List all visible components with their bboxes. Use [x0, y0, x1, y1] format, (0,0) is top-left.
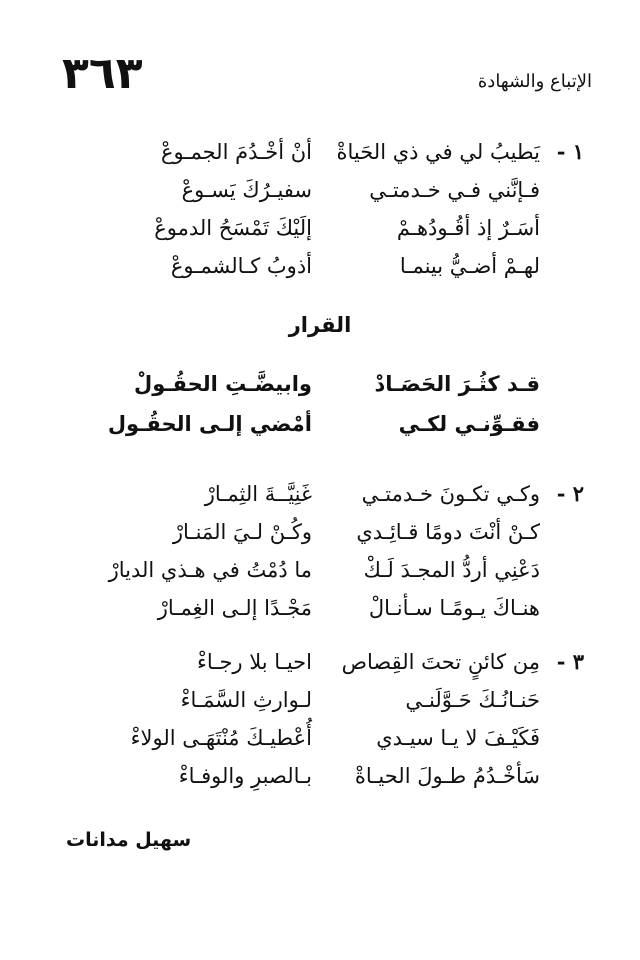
refrain-title: القرار: [288, 313, 352, 337]
verse-line: [0, 682, 640, 722]
verse-second-half: أمْضي إلـى الحقُـول: [107, 412, 312, 436]
author-name: سهيل مدانات: [66, 829, 192, 851]
verse-second-half: بـالصبرِ والوفـاءْ: [178, 764, 312, 788]
verse-line: [0, 134, 640, 174]
verse-second-half: وكُـنْ لـيَ المَنـارْ: [172, 520, 312, 544]
verse-first-half: قـد كثُـرَ الحَصَـادْ: [374, 372, 540, 396]
page-number: ٣٦٣: [62, 48, 143, 99]
verse-first-half: وكـي تكـونَ خـدمتـي: [361, 482, 540, 506]
verse-line: [0, 552, 640, 592]
verse-first-half: أسَـرٌ إذ أقُـودُهـمْ: [396, 216, 540, 240]
verse-second-half: غَنِيَّــةَ الثِمـارْ: [204, 482, 312, 506]
verse-first-half: سَأخْـدُمُ طـولَ الحيـاةْ: [354, 764, 540, 788]
verse-first-half: فَكَيْـفَ لا يـا سيـدي: [376, 726, 540, 750]
verse-line: [0, 366, 640, 406]
verse-number: ٢ -: [556, 481, 584, 506]
verse-line: [0, 720, 640, 760]
verse-second-half: إلَيْكَ تَمْسَحُ الدموعْ: [154, 216, 312, 240]
verse-second-half: أُعْطيـكَ مُنْتَهَـى الولاءْ: [130, 726, 312, 750]
verse-line: [0, 210, 640, 250]
verse-first-half: يَطيبُ لي في ذي الحَياةْ: [336, 140, 540, 164]
verse-first-half: كـنْ أنْتَ دومًا قـائِـدي: [356, 520, 540, 544]
verse-second-half: أنْ أخْـدُمَ الجمـوعْ: [160, 140, 312, 164]
verse-second-half: لـوارثِ السَّمَـاءْ: [180, 688, 312, 712]
verse-line: [0, 590, 640, 630]
verse-line: [0, 248, 640, 288]
running-header: الإتباع والشهادة: [477, 71, 592, 92]
verse-first-half: هنـاكَ يـومًـا سـأنـالْ: [368, 596, 540, 620]
verse-second-half: وابيضَّـتِ الحقُـولْ: [133, 372, 312, 396]
verse-number: ٣ -: [556, 649, 584, 674]
verse-second-half: ما دُمْتُ في هـذي الديارْ: [108, 558, 312, 582]
verse-line: [0, 644, 640, 684]
verse-first-half: فـإنَّني فـي خـدمتـي: [369, 178, 540, 202]
verse-second-half: احيـا بلا رجـاءْ: [197, 650, 312, 674]
verse-line: [0, 476, 640, 516]
verse-first-half: فقـوِّنـي لكـي: [398, 412, 540, 436]
verse-number: ١ -: [556, 139, 584, 164]
verse-first-half: دَعْنِي أردُّ المجـدَ لَـكْ: [363, 558, 540, 582]
verse-second-half: سفيـرُكَ يَسـوعْ: [181, 178, 312, 202]
verse-second-half: مَجْـدًا إلـى الغِمـارْ: [157, 596, 312, 620]
verse-second-half: أذوبُ كـالشمـوعْ: [170, 254, 312, 278]
verse-first-half: مِن كائنٍ تحتَ القِصاص: [341, 650, 540, 674]
verse-line: [0, 514, 640, 554]
verse-first-half: لهـمْ أضـيُّ بينمـا: [399, 254, 540, 278]
verse-line: [0, 406, 640, 446]
verse-line: [0, 172, 640, 212]
verse-first-half: حَنـانُـكَ حَـوَّلَنـي: [405, 688, 540, 712]
verse-line: [0, 758, 640, 798]
